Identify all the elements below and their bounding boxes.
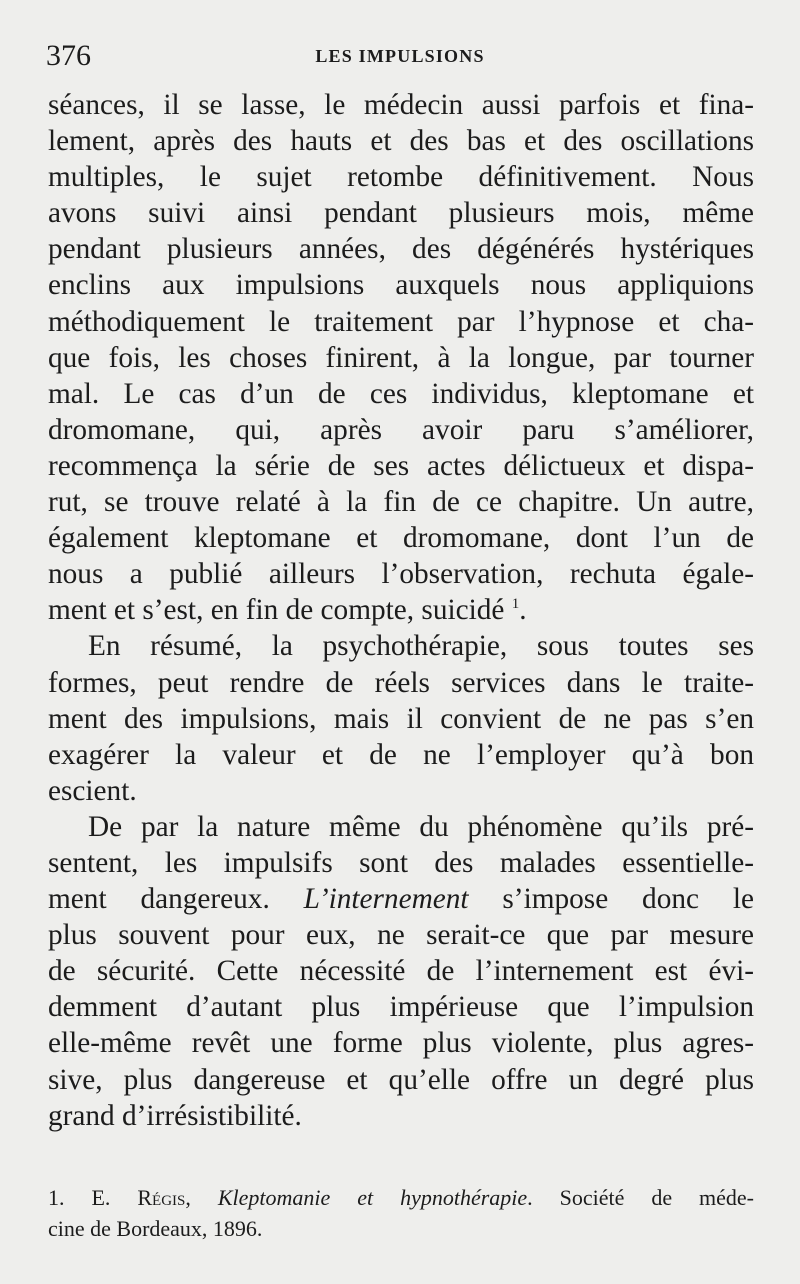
text-line: formes, peut rendre de réels services dans le traite- (48, 666, 754, 699)
emphasized-term: L’internement (303, 883, 469, 916)
text-line: rut, se trouve relaté à la fin de ce chapitre. Un autre, (48, 486, 754, 519)
text-line: escient. (48, 774, 137, 807)
body-text (48, 87, 754, 1134)
text-line: que fois, les choses finirent, à la longue, par tourner (48, 341, 754, 374)
text-line: demment d’autant plus impérieuse que l’impulsion (48, 991, 754, 1024)
text-segment: ment dangereux. (48, 883, 304, 916)
footnote-reference[interactable]: 1 (511, 596, 520, 613)
text-line (48, 592, 754, 628)
text-line: elle-même revêt une forme plus violente, plus agres- (48, 1027, 754, 1060)
text-line: recommença la série de ses actes délictueux et dispa- (48, 449, 754, 482)
text-line: avons suivi ainsi pendant plusieurs mois, même (48, 197, 754, 230)
text-line: lement, après des hauts et des bas et des oscillations (48, 125, 754, 158)
text-line: de sécurité. Cette nécessité de l’internement est évi- (48, 955, 754, 988)
footnote-number: 1. E. (48, 1185, 111, 1210)
text-line: plus souvent pour eux, ne serait-ce que par mesure (48, 919, 754, 952)
paragraph (48, 87, 754, 628)
text-segment: , (185, 1185, 218, 1210)
text-segment: . (519, 594, 527, 627)
running-title: LES IMPULSIONS (315, 46, 485, 66)
text-line: multiples, le sujet retombe définitivement. Nous (48, 161, 754, 194)
text-line: sive, plus dangereuse et qu’elle offre un degré plus (48, 1063, 754, 1096)
text-line: nous a publié ailleurs l’observation, rechuta égale- (48, 558, 754, 591)
text-line: méthodiquement le traitement par l’hypnose et cha- (48, 305, 754, 338)
text-line (48, 881, 754, 917)
text-segment: ment et s’est, en fin de compte, suicidé (48, 594, 505, 627)
footnote (48, 1182, 754, 1244)
text-segment: s’impose donc le (468, 883, 755, 916)
footnote-title: Kleptomanie et hypnothérapie (217, 1185, 528, 1210)
footnote-line (48, 1182, 754, 1213)
text-line: également kleptomane et dromomane, dont l’un de (48, 522, 754, 555)
text-line: séances, il se lasse, le médecin aussi parfois et fina- (48, 89, 754, 121)
footnote-line: cine de Bordeaux, 1896. (48, 1216, 263, 1241)
text-line: exagérer la valeur et de ne l’employer qu’à bon (48, 738, 754, 771)
text-line: mal. Le cas d’un de ces individus, kleptomane et (48, 377, 754, 410)
text-line: enclins aux impulsions auxquels nous appliquions (48, 269, 754, 302)
page-number: 376 (46, 39, 91, 72)
paragraph (48, 809, 754, 1134)
page-header (46, 38, 754, 74)
text-line: grand d’irrésistibilité. (48, 1099, 302, 1132)
paragraph (48, 628, 754, 808)
text-line: sentent, les impulsifs sont des malades essentielle- (48, 846, 754, 879)
text-segment: . Société de méde- (527, 1185, 755, 1210)
text-line: De par la nature même du phénomène qu’ils pré- (88, 810, 754, 843)
text-line: En résumé, la psychothérapie, sous toutes ses (88, 630, 754, 663)
text-line: ment des impulsions, mais il convient de ne pas s’en (48, 702, 754, 735)
text-line: pendant plusieurs années, des dégénérés hystériques (48, 233, 754, 266)
text-line: dromomane, qui, après avoir paru s’améliorer, (48, 413, 754, 446)
footnote-author: Régis (137, 1185, 186, 1210)
